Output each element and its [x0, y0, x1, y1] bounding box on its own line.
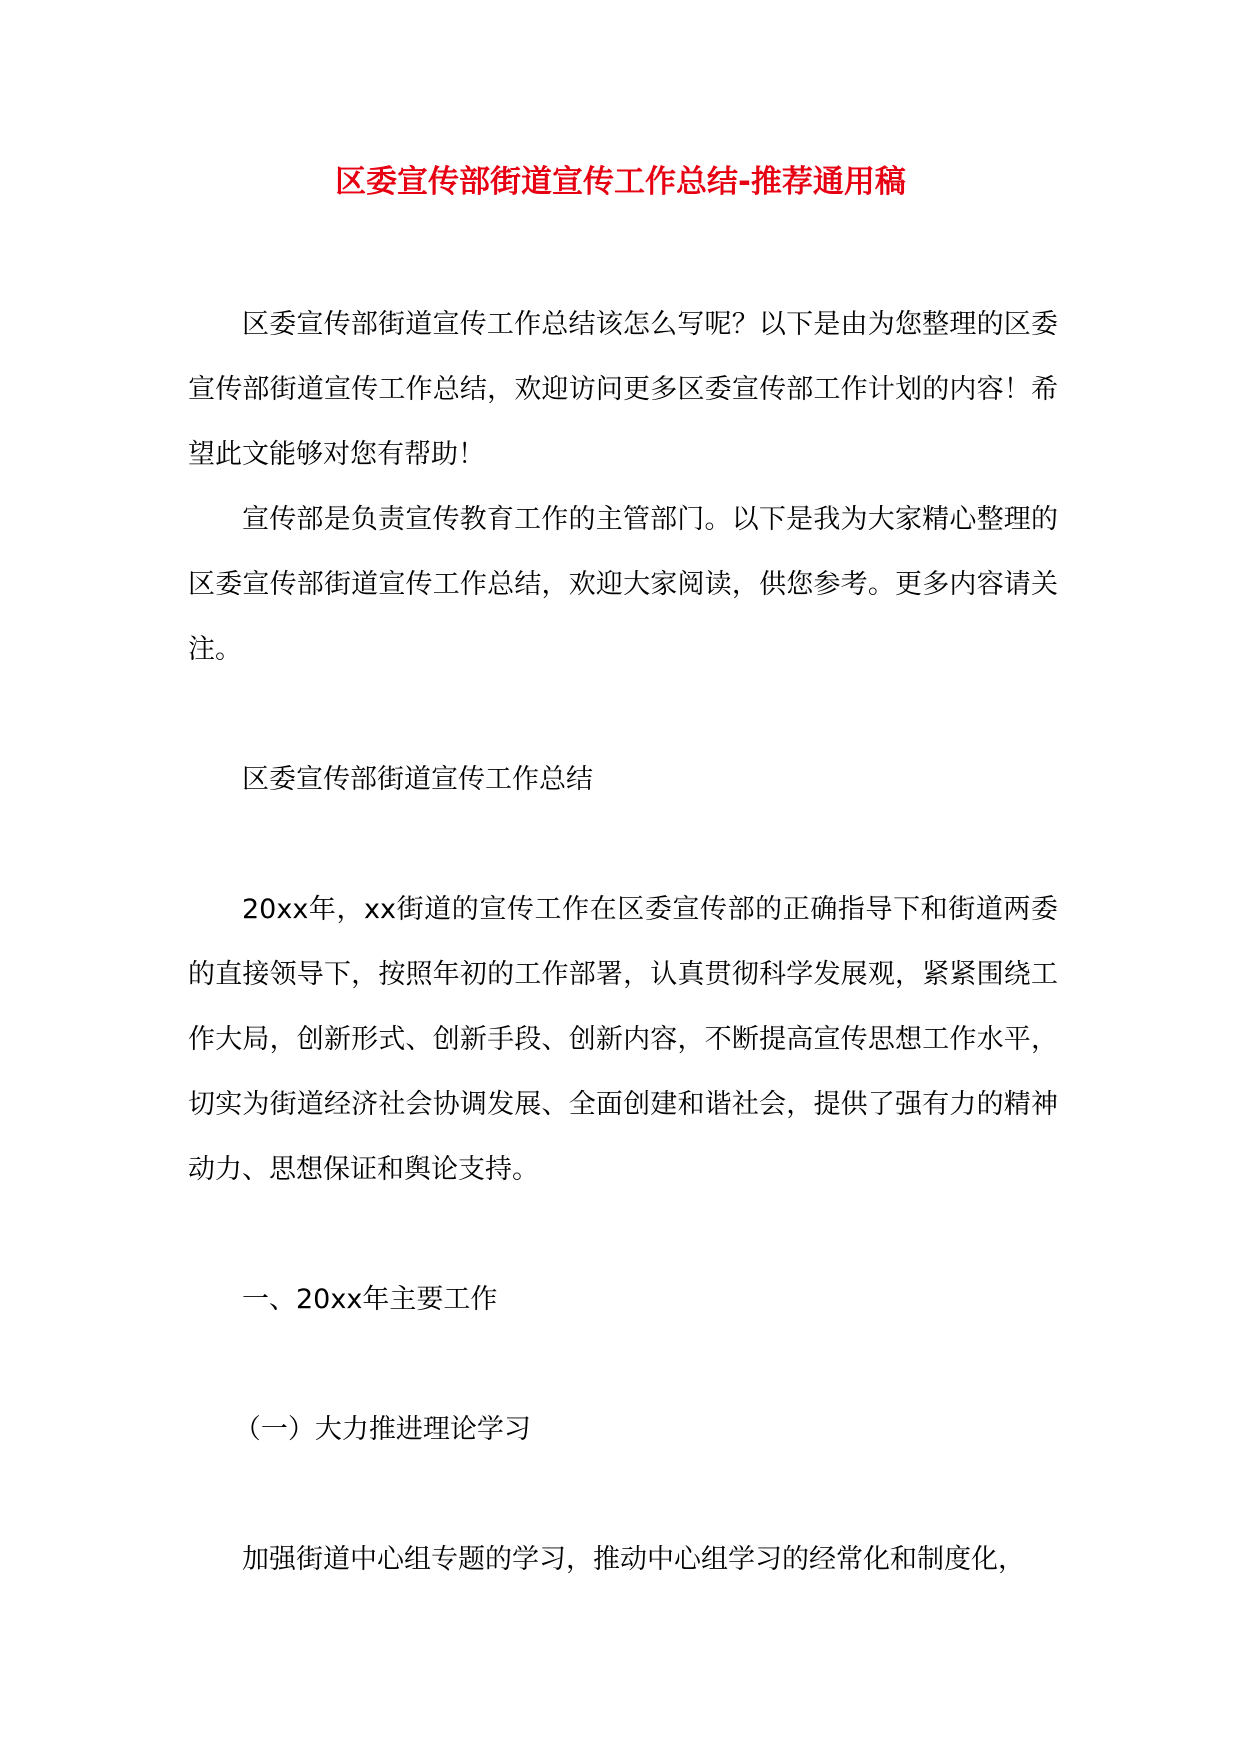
- section-heading-1: 一、20xx年主要工作: [242, 1284, 498, 1315]
- subsection-heading-1-1: （一）大力推进理论学习: [233, 1414, 531, 1445]
- document-title: 区委宣传部街道宣传工作总结-推荐通用稿: [335, 164, 906, 200]
- paragraph-spacer: [188, 1332, 1058, 1397]
- paragraph-spacer: [188, 1202, 1058, 1267]
- paragraph-spacer: [188, 682, 1058, 747]
- intro-paragraph-1: 区委宣传部街道宣传工作总结该怎么写呢？以下是由为您整理的区委宣传部街道宣传工作总结，欢迎访问更多区委宣传部工作计划的内容！希望此文能够对您有帮助！: [188, 309, 1058, 470]
- section-subtitle: 区委宣传部街道宣传工作总结: [242, 764, 593, 795]
- intro-paragraph-2: 宣传部是负责宣传教育工作的主管部门。以下是我为大家精心整理的区委宣传部街道宣传工作总结，欢迎大家阅读，供您参考。更多内容请关注。: [188, 504, 1058, 665]
- summary-paragraph: 20xx年，xx街道的宣传工作在区委宣传部的正确指导下和街道两委的直接领导下，按照年初的工作部署，认真贯彻科学发展观，紧紧围绕工作大局，创新形式、创新手段、创新内容，不断提高宣传思想工作水平，切实为街道经济社会协调发展、全面创建和谐社会，提供了强有力的精神动力、思想保证和舆论支持。: [188, 894, 1058, 1185]
- subsection-paragraph-1-1: 加强街道中心组专题的学习，推动中心组学习的经常化和制度化，: [242, 1544, 1025, 1575]
- paragraph-spacer: [188, 1462, 1058, 1527]
- paragraph-spacer: [188, 812, 1058, 877]
- document-body: [188, 292, 1058, 1592]
